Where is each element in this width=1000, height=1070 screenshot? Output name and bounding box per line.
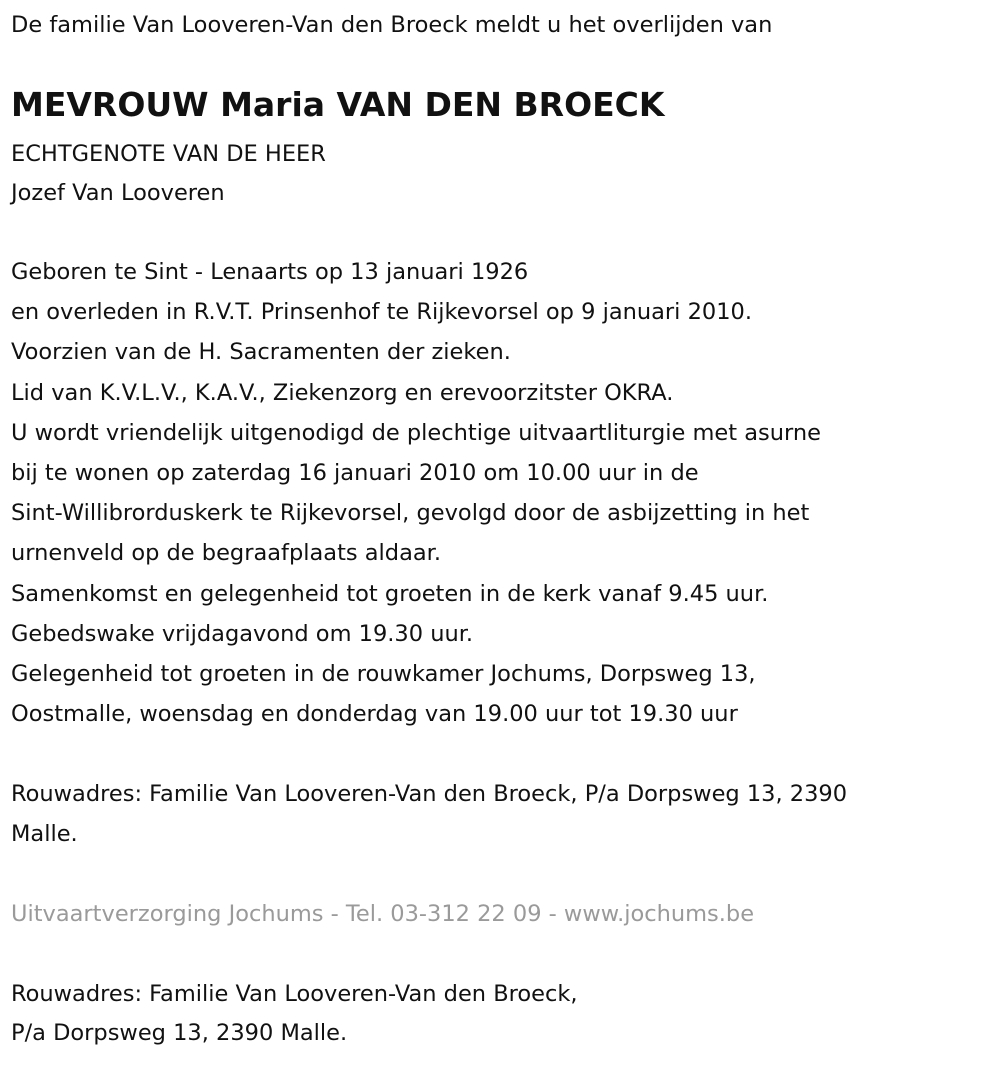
body-line: Sint-Willibrorduskerk te Rijkevorsel, gevolgd door de asbijzetting in het [11, 500, 810, 527]
body-line: urnenveld op de begraafplaats aldaar. [11, 540, 441, 567]
undertaker-info: Uitvaartverzorging Jochums - Tel. 03-312 22 09 - www.jochums.be [11, 901, 755, 927]
body-line: en overleden in R.V.T. Prinsenhof te Rijkevorsel op 9 januari 2010. [11, 299, 752, 326]
spouse-label: ECHTGENOTE VAN DE HEER [11, 141, 326, 167]
body-line: Gebedswake vrijdagavond om 19.30 uur. [11, 620, 474, 647]
intro-text: De familie Van Looveren-Van den Broeck meldt u het overlijden van [11, 12, 773, 38]
spouse-name: Jozef Van Looveren [11, 180, 225, 206]
body-line: bij te wonen op zaterdag 16 januari 2010 om 10.00 uur in de [11, 460, 699, 486]
body-line: Geboren te Sint - Lenaarts op 13 januari 1926 [11, 259, 529, 285]
body-line: Lid van K.V.L.V., K.A.V., Ziekenzorg en erevoorzitster OKRA. [11, 379, 674, 406]
body-line: Voorzien van de H. Sacramenten der zieken. [11, 339, 511, 366]
address2-line: Rouwadres: Familie Van Looveren-Van den Broeck, [11, 981, 578, 1007]
address-line: Malle. [11, 821, 78, 847]
body-line: Gelegenheid tot groeten in de rouwkamer Jochums, Dorpsweg 13, [11, 661, 756, 687]
deceased-name: MEVROUW Maria VAN DEN BROECK [11, 85, 665, 124]
address-line: Rouwadres: Familie Van Looveren-Van den Broeck, P/a Dorpsweg 13, 2390 [11, 781, 848, 807]
body-line: Samenkomst en gelegenheid tot groeten in de kerk vanaf 9.45 uur. [11, 580, 769, 607]
address2-line: P/a Dorpsweg 13, 2390 Malle. [11, 1020, 348, 1046]
body-line: U wordt vriendelijk uitgenodigd de plechtige uitvaartliturgie met asurne [11, 419, 821, 446]
body-line: Oostmalle, woensdag en donderdag van 19.00 uur tot 19.30 uur [11, 701, 738, 728]
